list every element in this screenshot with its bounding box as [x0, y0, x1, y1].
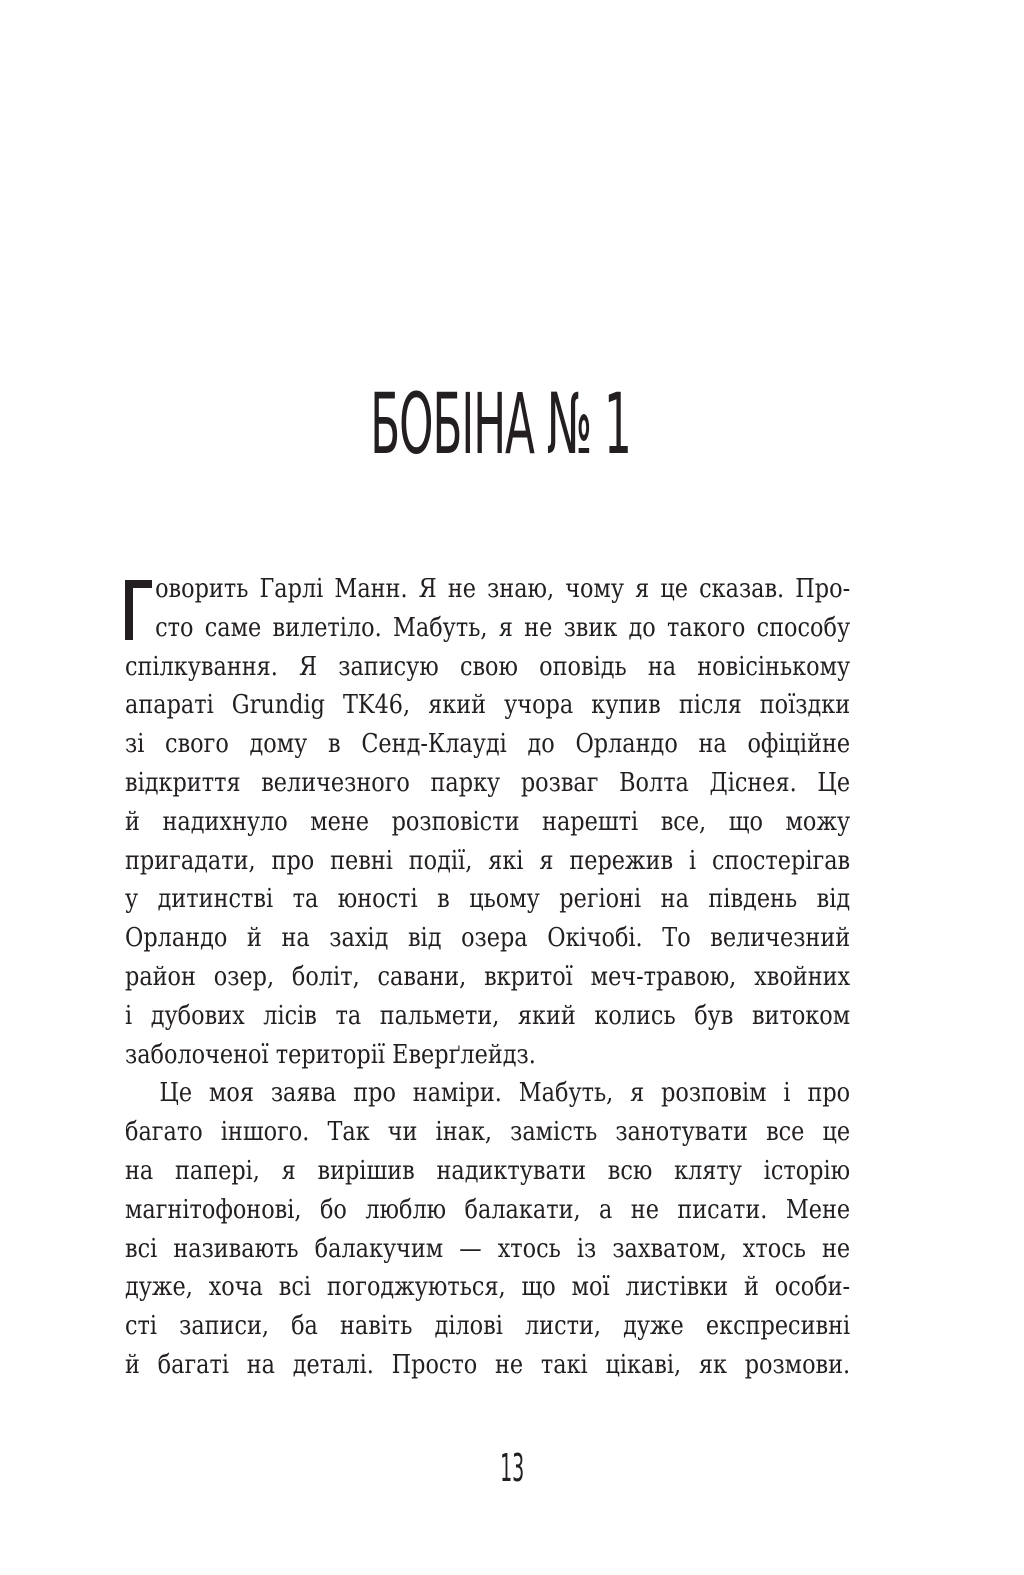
text-line: у дитинстві та юності в цьому регіоні на південь від	[125, 884, 851, 915]
text-line: апараті Grundig TK46, який учора купив після поїздки	[125, 690, 851, 721]
text-line: Орландо й на захід від озера Окічобі. То величезний	[125, 923, 851, 954]
text-line: всі називають балакучим — хтось із захватом, хтось не	[125, 1233, 851, 1264]
paragraph-1	[125, 570, 850, 1074]
text-line: й надихнуло мене розповісти нарешті все, що можу	[125, 806, 851, 837]
text-line: заболоченої території Еверґлейдз.	[125, 1039, 536, 1070]
text-line: і дубових лісів та пальмети, який колись був витоком	[125, 1000, 851, 1031]
text-line: район озер, боліт, савани, вкритої меч-травою, хвойних	[125, 961, 851, 992]
text-line: сті записи, ба навіть ділові листи, дуже експресивні	[125, 1311, 851, 1342]
text-line: магнітофонові, бо люблю балакати, а не писати. Мене	[125, 1194, 851, 1225]
text-line: на папері, я вирішив надиктувати всю кляту історію	[125, 1155, 851, 1186]
text-line: пригадати, про певні події, які я пережив і спостерігав	[125, 845, 851, 876]
text-line: дуже, хоча всі погоджуються, що мої листівки й особи-	[125, 1272, 851, 1303]
page-number: 13	[499, 1446, 525, 1490]
text-line: Це моя заява про наміри. Мабуть, я розповім і про	[159, 1078, 851, 1109]
text-line: відкриття величезного парку розваг Волта Діснея. Це	[125, 767, 851, 798]
body-text	[125, 570, 850, 1385]
chapter-title: БОБІНА № 1	[370, 375, 631, 474]
paragraph-2	[125, 1074, 850, 1384]
text-line: оворить Гарлі Манн. Я не знаю, чому я це сказав. Про-	[155, 574, 851, 604]
text-line: спілкування. Я записую свою оповідь на новісінькому	[125, 651, 851, 682]
text-line: багато іншого. Так чи інак, замість занотувати все це	[125, 1117, 851, 1148]
text-line: зі свого дому в Сенд-Клауді до Орландо на офіційне	[125, 729, 851, 760]
text-line: й багаті на деталі. Просто не такі цікаві, як розмови.	[125, 1349, 851, 1380]
text-line: сто саме вилетіло. Мабуть, я не звик до такого способу	[155, 612, 851, 643]
